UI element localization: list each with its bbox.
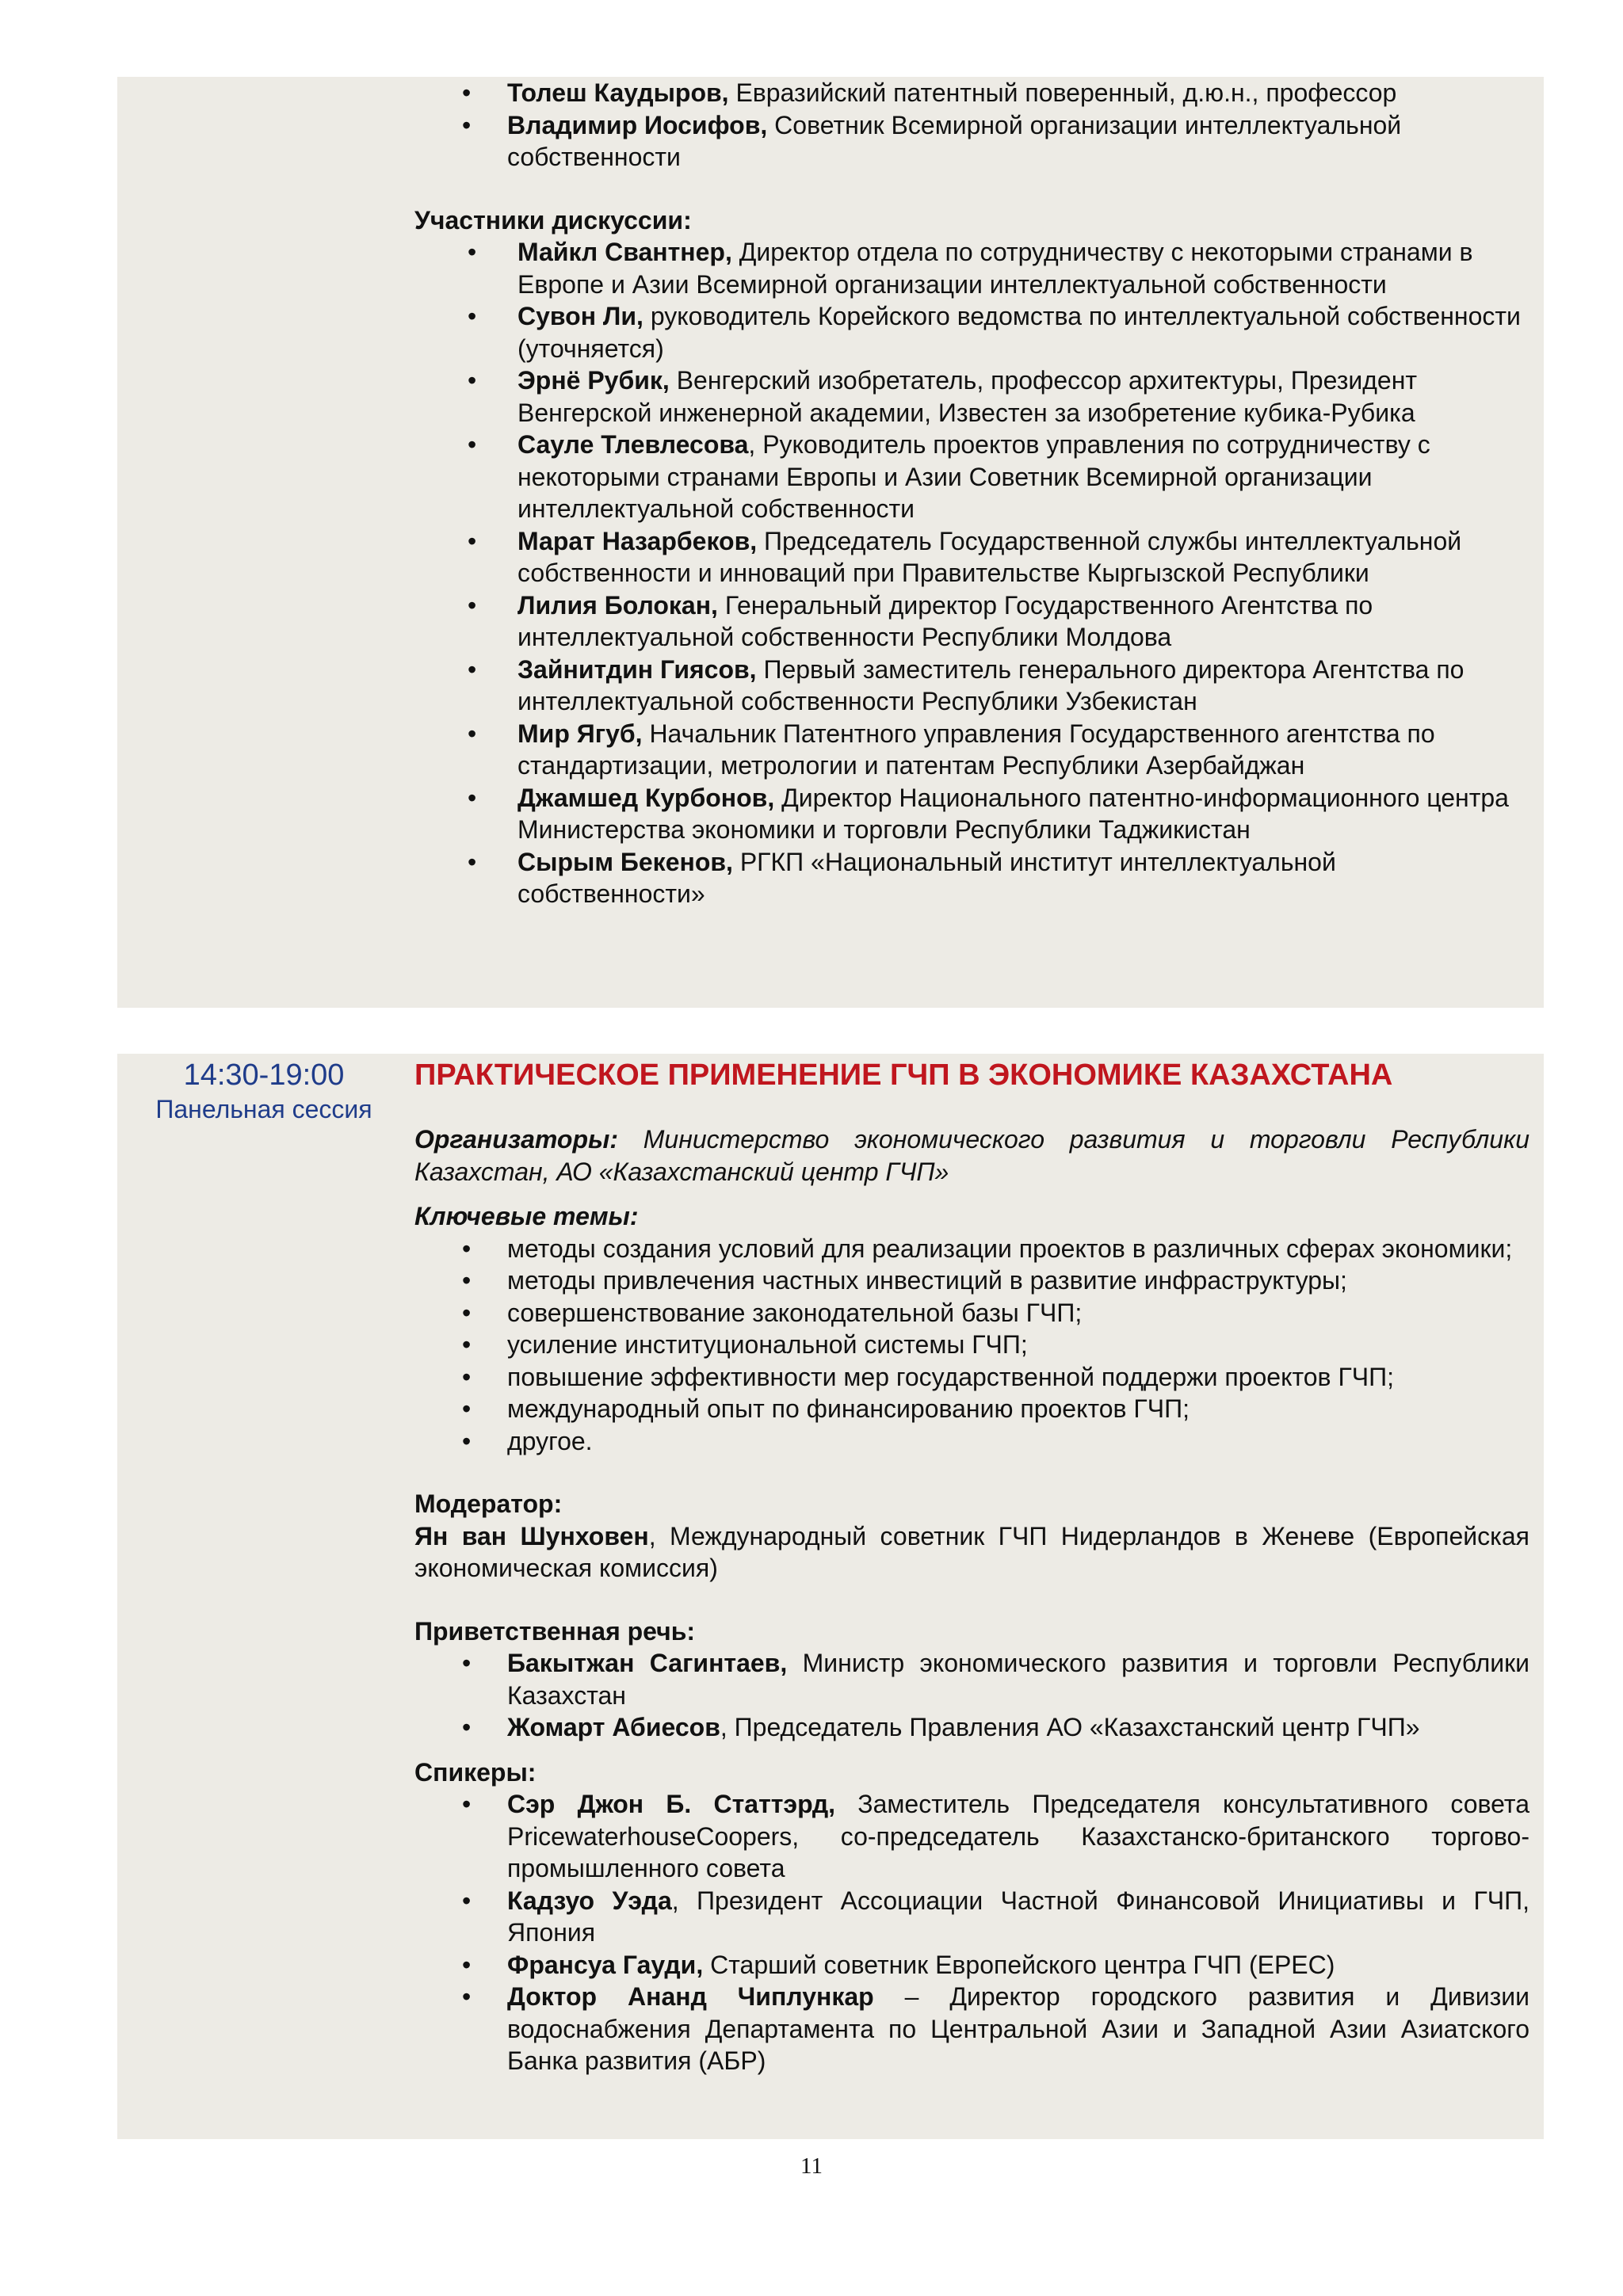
speakers-heading: Спикеры:: [414, 1757, 537, 1787]
list-item: • другое.: [414, 1425, 1529, 1458]
session-time-column: [117, 1054, 411, 1125]
list-item: • Майкл Свантнер, Директор отдела по сотрудничеству с некоторыми странами в Европе и Азии Всемирной организации интеллектуальной собственности: [414, 236, 1529, 300]
list-item: • Толеш Каудыров, Евразийский патентный поверенный, д.ю.н., профессор: [414, 77, 1529, 109]
key-topics-list: [414, 1233, 1529, 1458]
list-item: • Жомарт Абиесов, Председатель Правления АО «Казахстанский центр ГЧП»: [414, 1711, 1529, 1744]
list-item: • Сауле Тлевлесова, Руководитель проектов управления по сотрудничеству с некоторыми странами Европы и Азии Советник Всемирной организации интеллектуальной собственности: [414, 429, 1529, 525]
list-item: • повышение эффективности мер государственной поддержи проектов ГЧП;: [414, 1361, 1529, 1394]
list-item: • Сырым Бекенов, РГКП «Национальный институт интеллектуальной собственности»: [414, 846, 1529, 910]
session-content: [414, 1054, 1529, 2077]
list-item: • Кадзуо Уэда, Президент Ассоциации Частной Финансовой Инициативы и ГЧП, Япония: [414, 1885, 1529, 1949]
list-item: • Джамшед Курбонов, Директор Национального патентно-информационного центра Министерства экономики и торговли Республики Таджикистан: [414, 782, 1529, 846]
session-block-ppp: [117, 1054, 1544, 2139]
list-item: • усиление институциональной системы ГЧП;: [414, 1329, 1529, 1361]
panel-participants-heading: Участники дискуссии:: [414, 205, 692, 235]
speakers-list: [414, 1788, 1529, 2077]
session-title: ПРАКТИЧЕСКОЕ ПРИМЕНЕНИЕ ГЧП В ЭКОНОМИКЕ КАЗАХСТАНА: [414, 1058, 1393, 1092]
list-item: • Зайнитдин Гиясов, Первый заместитель генерального директора Агентства по интеллектуальной собственности Республики Узбекистан: [414, 654, 1529, 718]
list-item: • Лилия Болокан, Генеральный директор Государственного Агентства по интеллектуальной собственности Республики Молдова: [414, 589, 1529, 654]
list-item: • Сэр Джон Б. Статтэрд, Заместитель Председателя консультативного совета PricewaterhouseCoopers, со-председатель Казахстанско-британского торгово-промышленного совета: [414, 1788, 1529, 1885]
organizers: Организаторы: Министерство экономического развития и торговли Республики Казахстан, АО «Казахстанский центр ГЧП»: [414, 1125, 1529, 1186]
top-participants-list: [414, 77, 1529, 174]
list-item: • Сувон Ли, руководитель Корейского ведомства по интеллектуальной собственности (уточняется): [414, 300, 1529, 364]
moderator-heading: Модератор:: [414, 1489, 563, 1518]
list-item: • методы создания условий для реализации проектов в различных сферах экономики;: [414, 1233, 1529, 1265]
list-item: • Франсуа Гауди, Старший советник Европейского центра ГЧП (EPEC): [414, 1949, 1529, 1981]
moderator: Ян ван Шунховен, Международный советник ГЧП Нидерландов в Женеве (Европейская экономическая комиссия): [414, 1521, 1529, 1582]
welcome-list: [414, 1647, 1529, 1744]
list-item: • Доктор Ананд Чиплункар – Директор городского развития и Дивизии водоснабжения Департамента по Центральной Азии и Западной Азии Азиатского Банка развития (АБР): [414, 1981, 1529, 2077]
session-content: [414, 77, 1529, 910]
list-item: • Владимир Иосифов, Советник Всемирной организации интеллектуальной собственности: [414, 109, 1529, 174]
session-time: 14:30-19:00: [183, 1058, 345, 1092]
list-item: • Марат Назарбеков, Председатель Государственной службы интеллектуальной собственности и инноваций при Правительстве Кыргызской Республики: [414, 525, 1529, 589]
welcome-heading: Приветственная речь:: [414, 1616, 696, 1646]
list-item: • международный опыт по финансированию проектов ГЧП;: [414, 1393, 1529, 1425]
list-item: • методы привлечения частных инвестиций в развитие инфраструктуры;: [414, 1264, 1529, 1297]
page-number: 11: [800, 2153, 823, 2179]
key-topics-heading: Ключевые темы:: [414, 1202, 639, 1230]
session-block-continued: [117, 77, 1544, 1008]
list-item: • Бакытжан Сагинтаев, Министр экономического развития и торговли Республики Казахстан: [414, 1647, 1529, 1711]
list-item: • Эрнё Рубик, Венгерский изобретатель, профессор архитектуры, Президент Венгерской инженерной академии, Известен за изобретение кубика-Рубика: [414, 364, 1529, 429]
session-type: Панельная сессия: [155, 1095, 372, 1123]
panel-participants-list: [414, 236, 1529, 910]
list-item: • совершенствование законодательной базы ГЧП;: [414, 1297, 1529, 1329]
list-item: • Мир Ягуб, Начальник Патентного управления Государственного агентства по стандартизации, метрологии и патентам Республики Азербайджан: [414, 718, 1529, 782]
